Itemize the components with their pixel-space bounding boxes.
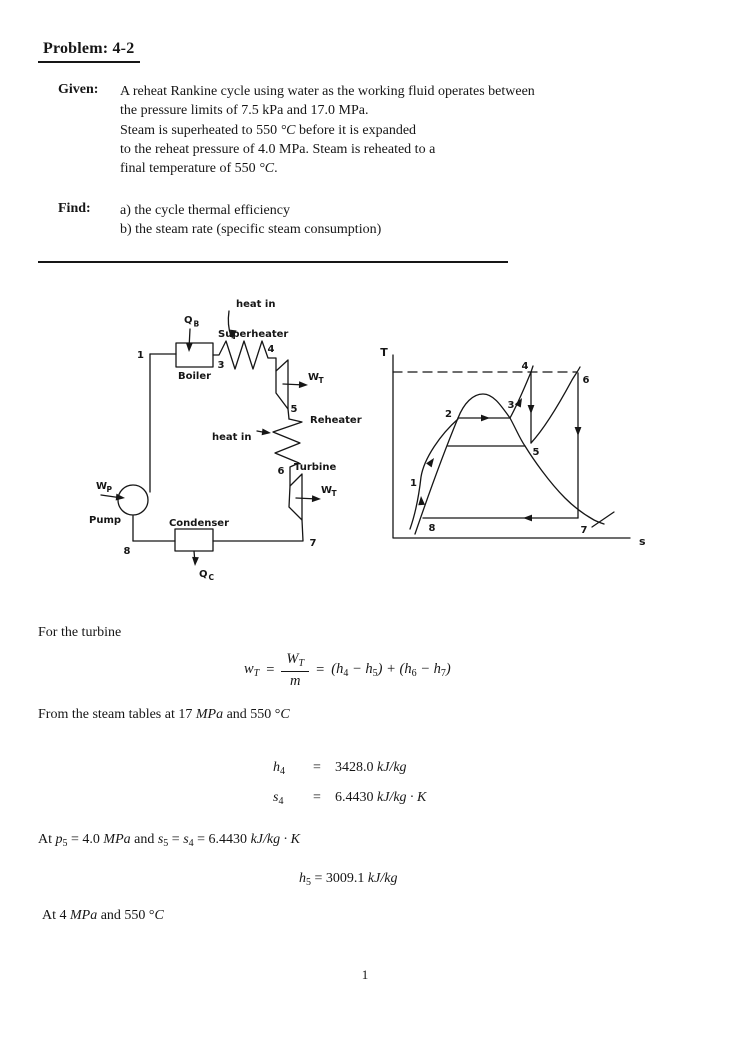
given-line: A reheat Rankine cycle using water as the working fluid operates between	[120, 84, 535, 99]
given-text	[120, 82, 695, 178]
wt2-sub-label: T	[331, 489, 337, 498]
node-7-label: 7	[309, 538, 317, 549]
arrowheads	[116, 330, 582, 567]
qb-sub-label: B	[193, 319, 200, 329]
saturation-dome	[415, 394, 604, 534]
ts-point-4: 4	[521, 361, 529, 372]
h4-row	[273, 760, 426, 790]
s4-row	[273, 790, 426, 820]
heat-in-mid-arrowhead	[262, 429, 272, 437]
boiler-box	[176, 343, 213, 367]
wt2-label: W	[321, 485, 333, 496]
s4-equals: =	[313, 789, 321, 805]
pump-circle	[118, 485, 148, 515]
qb-label: Q	[184, 315, 193, 326]
heat-in-top-label: heat in	[236, 299, 276, 310]
ts-arrow-4-5	[528, 405, 535, 414]
node-3-label: 3	[217, 360, 225, 371]
turbine-work-equation	[244, 651, 451, 689]
ts-t-axis-label: T	[380, 346, 388, 359]
find-item-a: a) the cycle thermal efficiency	[120, 203, 290, 218]
s4-value: 6.4430 kJ/kg · K	[335, 789, 427, 805]
s4-var: $s_4$	[273, 789, 284, 807]
node-1-label: 1	[137, 350, 144, 361]
superheater-label: Superheater	[218, 329, 289, 340]
given-label: Given:	[58, 82, 99, 97]
eq-rhs: $(h_4 - h_5) + (h_6 - h_7)$	[331, 661, 451, 680]
boiler-label: Boiler	[177, 371, 212, 382]
qc-arrowhead	[192, 557, 199, 566]
section-divider	[38, 261, 508, 263]
find-text	[120, 201, 620, 240]
node-8-label: 8	[123, 546, 131, 557]
page-number: 1	[361, 967, 369, 982]
pipe-hp-outlet	[288, 409, 289, 419]
node-6-label: 6	[277, 466, 285, 477]
h4-equals: =	[313, 760, 321, 775]
ts-point-5: 5	[532, 447, 540, 458]
h4-var: $h_4$	[273, 760, 285, 777]
wp-arrowhead	[116, 494, 126, 502]
wt1-arrowhead	[299, 381, 308, 388]
qc-label: Q	[199, 569, 208, 580]
ts-s-axis-label: s	[639, 535, 646, 548]
given-line: to the reheat pressure of 4.0 MPa. Steam is reheated to a	[120, 141, 436, 157]
eq-lhs: $w_T$	[244, 661, 260, 680]
condenser-box	[175, 529, 213, 551]
node-5-label: 5	[290, 404, 298, 415]
ts-arrow-6-7	[575, 427, 582, 436]
wp-sub-label: P	[106, 485, 112, 494]
h5-value-text: $h_5 = 3009.1$ kJ/kg	[299, 871, 398, 888]
eq-denominator: m	[290, 672, 301, 689]
eq-equals-2: =	[316, 661, 325, 678]
page-title: Problem: 4-2	[38, 40, 140, 63]
node-4-label: 4	[267, 344, 275, 355]
given-line: the pressure limits of 7.5 kPa and 17.0 MPa.	[120, 103, 369, 119]
qc-sub-label: C	[208, 573, 215, 582]
ts-point-2: 2	[445, 409, 452, 420]
ts-arrow-2-3	[481, 415, 490, 422]
reheater-label: Reheater	[310, 415, 362, 426]
condenser-label: Condenser	[168, 518, 230, 529]
find-label: Find:	[58, 201, 91, 216]
lp-turbine	[289, 474, 302, 520]
given-line: Steam is superheated to 550 °C before it is expanded	[120, 122, 417, 138]
eq-numerator: $W_T$	[281, 651, 309, 672]
wt1-sub-label: T	[318, 376, 324, 385]
at-p5-text: At $p_5 = 4.0$ MPa and $s_5 = s_4 = 6.4430$ kJ/kg · K	[38, 832, 300, 849]
pump-label: Pump	[89, 515, 122, 526]
eq-fraction	[281, 651, 309, 689]
for-turbine-text: For the turbine	[38, 625, 122, 640]
find-item-b: b) the steam rate (specific steam consumption)	[120, 222, 382, 238]
wt2-arrowhead	[312, 495, 321, 502]
h4-value: 3428.0 kJ/kg	[335, 760, 407, 775]
turbine-label: Turbine	[294, 462, 337, 473]
heat-in-mid-label: heat in	[212, 432, 252, 443]
ts-point-8: 8	[428, 523, 436, 534]
given-line: final temperature of 550 °C.	[120, 161, 278, 177]
steam-tables-text: From the steam tables at 17 MPa and 550 °C	[38, 707, 290, 722]
figure-diagrams	[75, 288, 650, 590]
state4-properties	[273, 760, 426, 819]
ts-arrow-7-8	[523, 515, 532, 522]
wp-label: W	[96, 481, 108, 492]
ts-point-7: 7	[580, 525, 588, 536]
vapor-line-cross-7	[592, 512, 614, 527]
at-4mpa-text: At 4 MPa and 550 °C	[42, 908, 164, 923]
ts-point-3: 3	[507, 400, 515, 411]
wt1-label: W	[308, 372, 320, 383]
qb-arrowhead	[186, 343, 193, 352]
ts-point-6: 6	[582, 375, 590, 386]
eq-equals-1: =	[266, 661, 275, 678]
ts-point-1: 1	[410, 478, 417, 489]
reheat-curve-5-6	[531, 367, 580, 443]
